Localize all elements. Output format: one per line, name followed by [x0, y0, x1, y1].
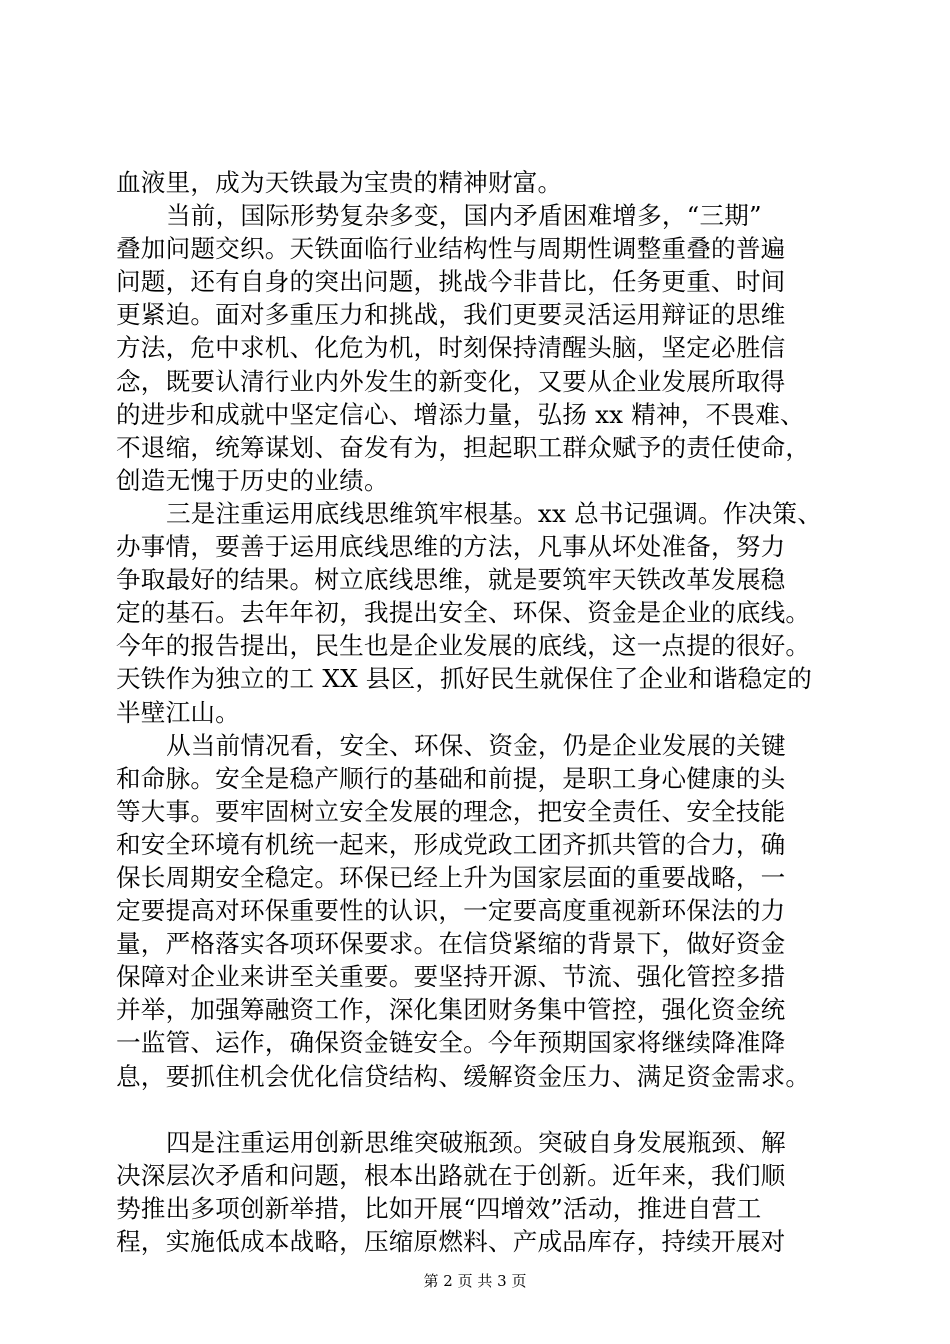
text-line: 念，既要认清行业内外发生的新变化，又要从企业发展所取得	[116, 366, 786, 396]
paragraph-gap	[116, 1093, 856, 1126]
paragraph-start-line: 三是注重运用底线思维筑牢根基。xx 总书记强调。作决策、	[166, 498, 823, 528]
text-line: 定的基石。去年年初，我提出安全、环保、资金是企业的底线。	[116, 598, 811, 628]
text-line: 半壁江山。	[116, 697, 240, 727]
text-line: 决深层次矛盾和问题，根本出路就在于创新。近年来，我们顺	[116, 1160, 786, 1190]
document-body	[116, 166, 856, 1258]
text-line: 保长周期安全稳定。环保已经上升为国家层面的重要战略，一	[116, 862, 786, 892]
text-line: 并举，加强筹融资工作，深化集团财务集中管控，强化资金统	[116, 995, 786, 1025]
text-line: 不退缩，统筹谋划、奋发有为，担起职工群众赋予的责任使命，	[116, 432, 811, 462]
text-line: 定要提高对环保重要性的认识，一定要高度重视新环保法的力	[116, 896, 786, 926]
text-line: 量，严格落实各项环保要求。在信贷紧缩的背景下，做好资金	[116, 929, 786, 959]
text-line: 和命脉。安全是稳产顺行的基础和前提，是职工身心健康的头	[116, 763, 786, 793]
text-line: 息，要抓住机会优化信贷结构、缓解资金压力、满足资金需求。	[116, 1061, 811, 1091]
text-line: 和安全环境有机统一起来，形成党政工团齐抓共管的合力，确	[116, 829, 786, 859]
text-line: 创造无愧于历史的业绩。	[116, 465, 389, 495]
text-line: 保障对企业来讲至关重要。要坚持开源、节流、强化管控多措	[116, 962, 786, 992]
text-line: 一监管、运作，确保资金链安全。今年预期国家将继续降准降	[116, 1028, 786, 1058]
text-line: 方法，危中求机、化危为机，时刻保持清醒头脑，坚定必胜信	[116, 333, 786, 363]
paragraph-start-line: 从当前情况看，安全、环保、资金，仍是企业发展的关键	[166, 730, 786, 760]
text-line: 血液里，成为天铁最为宝贵的精神财富。	[116, 168, 563, 197]
text-line: 问题，还有自身的突出问题，挑战今非昔比，任务更重、时间	[116, 267, 786, 297]
page-number-label: 第 2 页 共 3 页	[423, 1272, 527, 1290]
text-line: 叠加问题交织。天铁面临行业结构性与周期性调整重叠的普遍	[116, 234, 786, 264]
text-line: 更紧迫。面对多重压力和挑战，我们更要灵活运用辩证的思维	[116, 300, 786, 330]
text-line: 的进步和成就中坚定信心、增添力量，弘扬 xx 精神，不畏难、	[116, 399, 805, 429]
text-line: 势推出多项创新举措，比如开展“四增效”活动，推进自营工	[116, 1193, 762, 1223]
text-line: 程，实施低成本战略，压缩原燃料、产成品库存，持续开展对	[116, 1226, 786, 1256]
paragraph-start-line: 四是注重运用创新思维突破瓶颈。突破自身发展瓶颈、解	[166, 1127, 786, 1157]
text-line: 办事情，要善于运用底线思维的方法，凡事从坏处准备，努力	[116, 532, 786, 562]
text-line: 等大事。要牢固树立安全发展的理念，把安全责任、安全技能	[116, 796, 786, 826]
text-line: 争取最好的结果。树立底线思维，就是要筑牢天铁改革发展稳	[116, 565, 786, 595]
page-footer	[0, 1271, 950, 1291]
text-line: 今年的报告提出，民生也是企业发展的底线，这一点提的很好。	[116, 631, 811, 661]
paragraph-start-line: 当前，国际形势复杂多变，国内矛盾困难增多，“三期”	[166, 201, 762, 231]
text-line: 天铁作为独立的工 XX 县区，抓好民生就保住了企业和谐稳定的	[116, 664, 813, 694]
